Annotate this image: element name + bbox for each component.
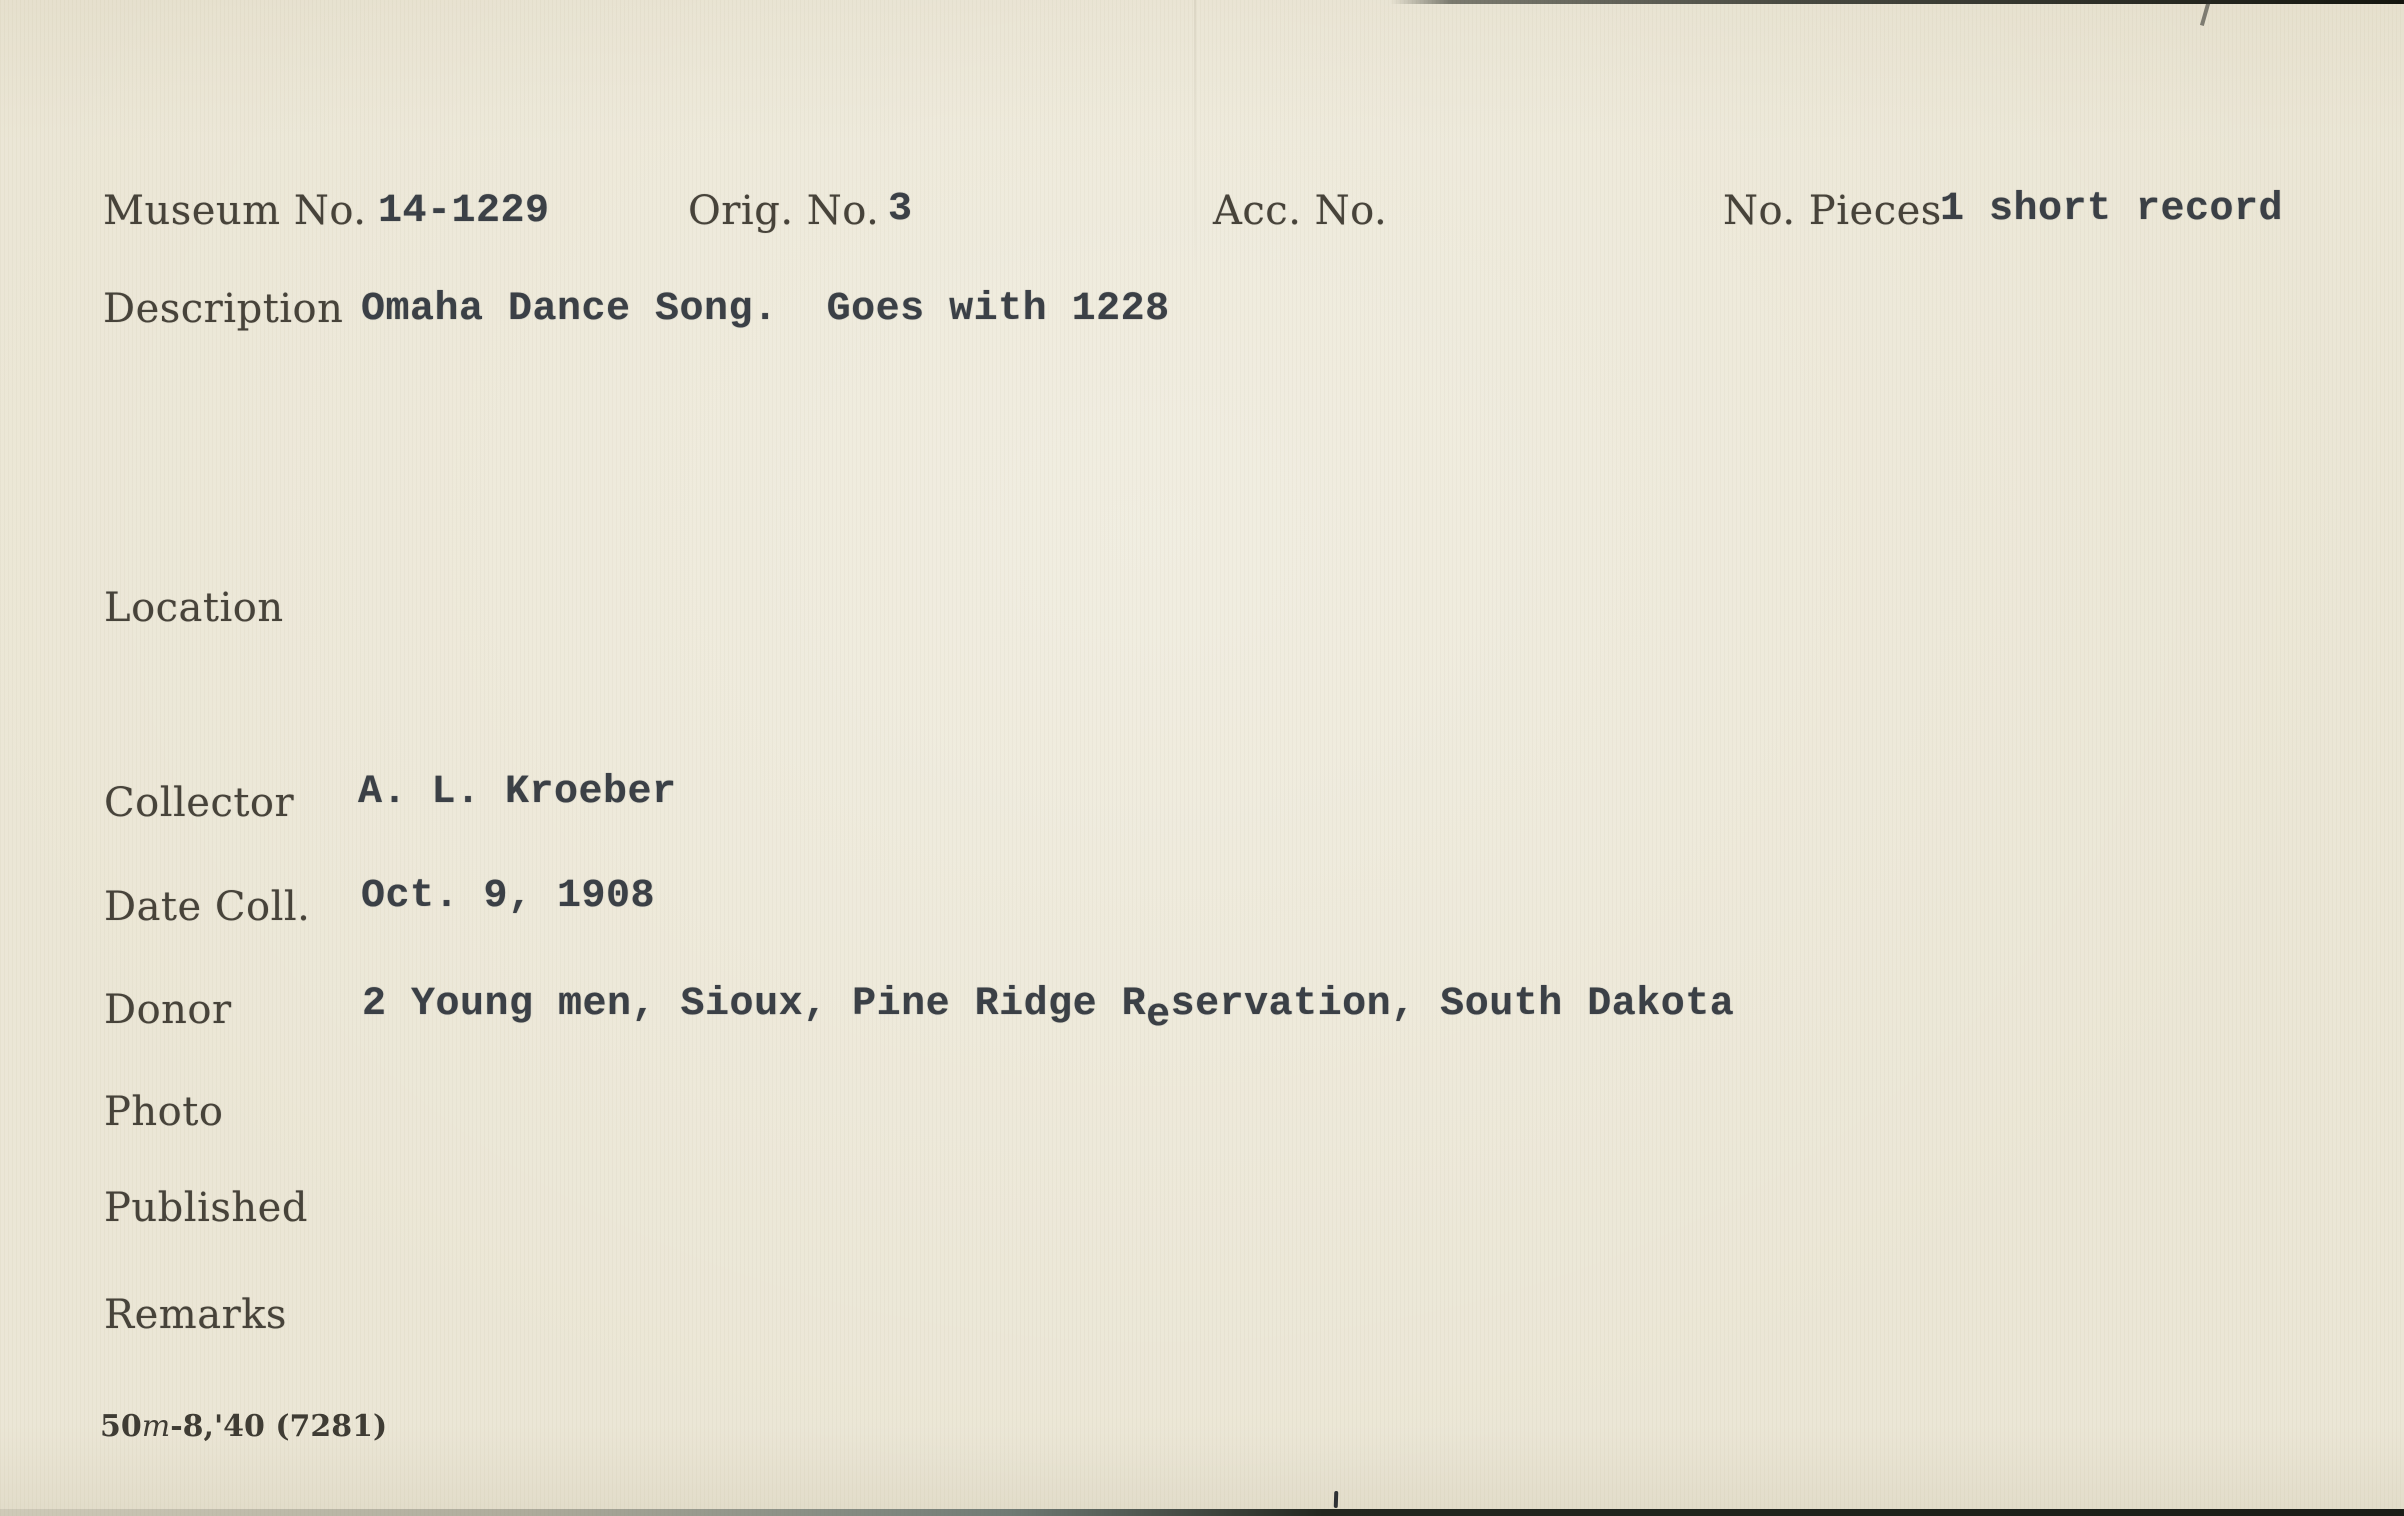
museum-no-label: Museum No. [103, 188, 367, 234]
description-label: Description [103, 286, 344, 332]
orig-no-label: Orig. No. [688, 188, 880, 234]
form-number-m: m [141, 1409, 171, 1444]
date-coll-label: Date Coll. [104, 884, 311, 930]
acc-no-label: Acc. No. [1213, 188, 1388, 234]
location-label: Location [104, 585, 284, 631]
form-number-suffix: -8,'40 (7281) [170, 1409, 388, 1444]
date-coll-value: Oct. 9, 1908 [361, 874, 656, 919]
donor-value [362, 982, 1735, 1039]
museum-no-value: 14-1229 [378, 189, 550, 234]
pen-mark [1334, 1491, 1339, 1508]
remarks-label: Remarks [104, 1292, 287, 1338]
donor-value-after: servation, South Dakota [1170, 982, 1735, 1027]
donor-label: Donor [104, 987, 232, 1033]
donor-value-before: 2 Young men, Sioux, Pine Ridge R [362, 982, 1147, 1027]
scan-edge-top [1390, 0, 2404, 4]
form-number [100, 1409, 388, 1444]
published-label: Published [104, 1185, 308, 1231]
description-value: Omaha Dance Song. Goes with 1228 [361, 287, 1170, 332]
orig-no-value: 3 [888, 187, 913, 232]
no-pieces-label: No. Pieces [1723, 188, 1942, 234]
no-pieces-value: 1 short record [1940, 187, 2284, 232]
form-number-prefix: 50 [100, 1409, 142, 1444]
paper-crease [1194, 0, 1196, 300]
donor-subscript-e: e [1146, 993, 1171, 1039]
scan-edge-bottom [0, 1509, 2404, 1516]
collector-value: A. L. Kroeber [358, 770, 677, 815]
collector-label: Collector [104, 780, 295, 826]
photo-label: Photo [104, 1089, 224, 1135]
